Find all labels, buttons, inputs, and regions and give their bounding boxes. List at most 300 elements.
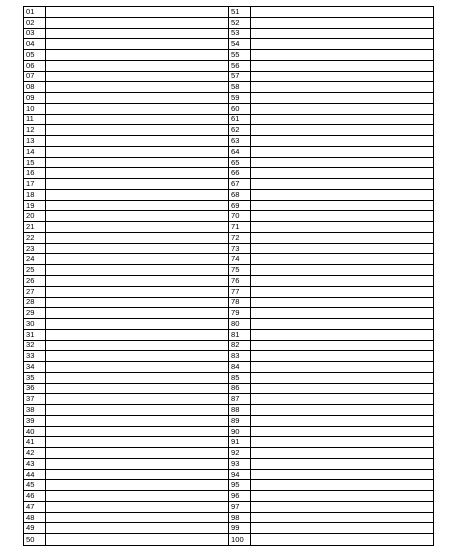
table-row bbox=[24, 427, 228, 438]
entry-cell[interactable] bbox=[46, 459, 228, 469]
row-number: 53 bbox=[229, 29, 251, 39]
entry-cell[interactable] bbox=[46, 7, 228, 17]
row-number: 21 bbox=[24, 222, 46, 232]
entry-cell[interactable] bbox=[251, 330, 433, 340]
table-row bbox=[24, 265, 228, 276]
table-row bbox=[229, 147, 433, 158]
row-number: 61 bbox=[229, 115, 251, 125]
row-number: 65 bbox=[229, 158, 251, 168]
row-number: 31 bbox=[24, 330, 46, 340]
row-number: 05 bbox=[24, 50, 46, 60]
table-row bbox=[24, 104, 228, 115]
entry-cell[interactable] bbox=[251, 104, 433, 114]
entry-cell[interactable] bbox=[46, 341, 228, 351]
table-row bbox=[24, 308, 228, 319]
table-row bbox=[24, 211, 228, 222]
table-row bbox=[24, 276, 228, 287]
entry-cell[interactable] bbox=[46, 104, 228, 114]
entry-cell[interactable] bbox=[251, 29, 433, 39]
row-number: 28 bbox=[24, 298, 46, 308]
row-number: 64 bbox=[229, 147, 251, 157]
table-row bbox=[24, 61, 228, 72]
row-number: 77 bbox=[229, 287, 251, 297]
entry-cell[interactable] bbox=[251, 394, 433, 404]
table-row bbox=[24, 437, 228, 448]
right-row-list bbox=[229, 7, 433, 545]
left-row-list bbox=[24, 7, 228, 545]
table-row bbox=[229, 491, 433, 502]
table-row bbox=[229, 405, 433, 416]
entry-cell[interactable] bbox=[251, 437, 433, 447]
row-number: 44 bbox=[24, 470, 46, 480]
row-number: 51 bbox=[229, 7, 251, 17]
entry-cell[interactable] bbox=[251, 39, 433, 49]
row-number: 68 bbox=[229, 190, 251, 200]
row-number: 42 bbox=[24, 448, 46, 458]
entry-cell[interactable] bbox=[251, 362, 433, 372]
row-number: 70 bbox=[229, 211, 251, 221]
entry-cell[interactable] bbox=[46, 115, 228, 125]
entry-cell[interactable] bbox=[46, 72, 228, 82]
entry-cell[interactable] bbox=[251, 319, 433, 329]
entry-cell[interactable] bbox=[46, 470, 228, 480]
row-number: 30 bbox=[24, 319, 46, 329]
entry-cell[interactable] bbox=[46, 211, 228, 221]
row-number: 23 bbox=[24, 244, 46, 254]
entry-cell[interactable] bbox=[46, 298, 228, 308]
entry-cell[interactable] bbox=[46, 190, 228, 200]
table-row bbox=[24, 222, 228, 233]
row-number: 58 bbox=[229, 82, 251, 92]
entry-cell[interactable] bbox=[251, 82, 433, 92]
row-number: 10 bbox=[24, 104, 46, 114]
row-number: 50 bbox=[24, 534, 46, 545]
row-number: 98 bbox=[229, 513, 251, 523]
entry-cell[interactable] bbox=[46, 147, 228, 157]
table-row bbox=[229, 168, 433, 179]
entry-cell[interactable] bbox=[251, 405, 433, 415]
entry-cell[interactable] bbox=[46, 513, 228, 523]
entry-cell[interactable] bbox=[251, 351, 433, 361]
row-number: 69 bbox=[229, 201, 251, 211]
entry-cell[interactable] bbox=[251, 168, 433, 178]
row-number: 86 bbox=[229, 384, 251, 394]
table-row bbox=[24, 416, 228, 427]
row-number: 87 bbox=[229, 394, 251, 404]
table-row bbox=[229, 287, 433, 298]
table-row bbox=[24, 39, 228, 50]
table-row bbox=[229, 115, 433, 126]
row-number: 56 bbox=[229, 61, 251, 71]
row-number: 57 bbox=[229, 72, 251, 82]
table-row bbox=[229, 136, 433, 147]
row-number: 83 bbox=[229, 351, 251, 361]
table-row bbox=[229, 61, 433, 72]
entry-cell[interactable] bbox=[46, 319, 228, 329]
table-row bbox=[24, 7, 228, 18]
entry-cell[interactable] bbox=[46, 276, 228, 286]
entry-cell[interactable] bbox=[46, 362, 228, 372]
entry-cell[interactable] bbox=[251, 222, 433, 232]
table-row bbox=[229, 523, 433, 534]
entry-cell[interactable] bbox=[46, 201, 228, 211]
entry-cell[interactable] bbox=[251, 470, 433, 480]
row-number: 34 bbox=[24, 362, 46, 372]
row-number: 75 bbox=[229, 265, 251, 275]
entry-cell[interactable] bbox=[251, 61, 433, 71]
row-number: 49 bbox=[24, 523, 46, 533]
entry-cell[interactable] bbox=[46, 168, 228, 178]
entry-cell[interactable] bbox=[46, 254, 228, 264]
table-row bbox=[229, 265, 433, 276]
table-row bbox=[229, 480, 433, 491]
row-number: 66 bbox=[229, 168, 251, 178]
table-row bbox=[229, 470, 433, 481]
table-row bbox=[229, 459, 433, 470]
entry-cell[interactable] bbox=[46, 491, 228, 501]
entry-cell[interactable] bbox=[46, 29, 228, 39]
table-row bbox=[24, 287, 228, 298]
table-row bbox=[24, 330, 228, 341]
entry-cell[interactable] bbox=[251, 341, 433, 351]
row-number: 63 bbox=[229, 136, 251, 146]
entry-cell[interactable] bbox=[46, 308, 228, 318]
entry-cell[interactable] bbox=[46, 534, 228, 545]
table-row bbox=[24, 115, 228, 126]
table-row bbox=[24, 147, 228, 158]
entry-cell[interactable] bbox=[46, 373, 228, 383]
row-number: 97 bbox=[229, 502, 251, 512]
entry-cell[interactable] bbox=[46, 416, 228, 426]
row-number: 81 bbox=[229, 330, 251, 340]
table-row bbox=[229, 72, 433, 83]
entry-cell[interactable] bbox=[251, 502, 433, 512]
row-number: 48 bbox=[24, 513, 46, 523]
table-row bbox=[229, 158, 433, 169]
entry-cell[interactable] bbox=[251, 244, 433, 254]
row-number: 99 bbox=[229, 523, 251, 533]
entry-cell[interactable] bbox=[251, 50, 433, 60]
entry-cell[interactable] bbox=[251, 523, 433, 533]
row-number: 25 bbox=[24, 265, 46, 275]
row-number: 01 bbox=[24, 7, 46, 17]
row-number: 93 bbox=[229, 459, 251, 469]
table-row bbox=[24, 254, 228, 265]
table-row bbox=[24, 190, 228, 201]
entry-cell[interactable] bbox=[46, 82, 228, 92]
table-row bbox=[24, 50, 228, 61]
table-row bbox=[229, 276, 433, 287]
table-row bbox=[229, 125, 433, 136]
entry-cell[interactable] bbox=[251, 125, 433, 135]
row-number: 88 bbox=[229, 405, 251, 415]
table-row bbox=[24, 502, 228, 513]
entry-cell[interactable] bbox=[251, 384, 433, 394]
entry-cell[interactable] bbox=[251, 115, 433, 125]
entry-cell[interactable] bbox=[251, 179, 433, 189]
table-row bbox=[24, 448, 228, 459]
entry-cell[interactable] bbox=[251, 93, 433, 103]
row-number: 04 bbox=[24, 39, 46, 49]
row-number: 40 bbox=[24, 427, 46, 437]
table-row bbox=[24, 298, 228, 309]
row-number: 36 bbox=[24, 384, 46, 394]
table-row bbox=[229, 362, 433, 373]
entry-cell[interactable] bbox=[251, 513, 433, 523]
table-row bbox=[229, 502, 433, 513]
entry-cell[interactable] bbox=[46, 244, 228, 254]
table-row bbox=[229, 179, 433, 190]
entry-cell[interactable] bbox=[46, 179, 228, 189]
table-row bbox=[229, 50, 433, 61]
entry-cell[interactable] bbox=[46, 158, 228, 168]
row-number: 84 bbox=[229, 362, 251, 372]
table-row bbox=[229, 319, 433, 330]
row-number: 95 bbox=[229, 480, 251, 490]
row-number: 90 bbox=[229, 427, 251, 437]
row-number: 80 bbox=[229, 319, 251, 329]
table-row bbox=[229, 384, 433, 395]
row-number: 26 bbox=[24, 276, 46, 286]
entry-cell[interactable] bbox=[46, 265, 228, 275]
row-number: 54 bbox=[229, 39, 251, 49]
row-number: 22 bbox=[24, 233, 46, 243]
entry-cell[interactable] bbox=[46, 18, 228, 28]
table-row bbox=[229, 29, 433, 40]
table-row bbox=[24, 18, 228, 29]
table-row bbox=[229, 351, 433, 362]
row-number: 52 bbox=[229, 18, 251, 28]
table-row bbox=[24, 362, 228, 373]
table-row bbox=[229, 211, 433, 222]
table-row bbox=[229, 104, 433, 115]
table-row bbox=[229, 93, 433, 104]
table-row bbox=[24, 244, 228, 255]
entry-cell[interactable] bbox=[251, 427, 433, 437]
entry-cell[interactable] bbox=[46, 394, 228, 404]
table-row bbox=[24, 168, 228, 179]
row-number: 20 bbox=[24, 211, 46, 221]
table-row bbox=[24, 523, 228, 534]
entry-cell[interactable] bbox=[251, 18, 433, 28]
row-number: 41 bbox=[24, 437, 46, 447]
table-row bbox=[24, 319, 228, 330]
table-row bbox=[229, 7, 433, 18]
row-number: 45 bbox=[24, 480, 46, 490]
entry-cell[interactable] bbox=[46, 427, 228, 437]
table-row bbox=[24, 201, 228, 212]
row-number: 96 bbox=[229, 491, 251, 501]
row-number: 27 bbox=[24, 287, 46, 297]
entry-cell[interactable] bbox=[251, 190, 433, 200]
row-number: 06 bbox=[24, 61, 46, 71]
entry-cell[interactable] bbox=[251, 158, 433, 168]
entry-cell[interactable] bbox=[251, 147, 433, 157]
row-number: 19 bbox=[24, 201, 46, 211]
table-row bbox=[229, 18, 433, 29]
entry-cell[interactable] bbox=[46, 61, 228, 71]
entry-cell[interactable] bbox=[251, 298, 433, 308]
row-number: 72 bbox=[229, 233, 251, 243]
table-row bbox=[229, 448, 433, 459]
row-number: 43 bbox=[24, 459, 46, 469]
entry-cell[interactable] bbox=[46, 448, 228, 458]
table-row bbox=[229, 298, 433, 309]
row-number: 15 bbox=[24, 158, 46, 168]
row-number: 91 bbox=[229, 437, 251, 447]
row-number: 78 bbox=[229, 298, 251, 308]
table-row bbox=[229, 437, 433, 448]
row-number: 92 bbox=[229, 448, 251, 458]
entry-cell[interactable] bbox=[251, 201, 433, 211]
row-number: 62 bbox=[229, 125, 251, 135]
table-row bbox=[24, 158, 228, 169]
numbered-entry-sheet bbox=[23, 6, 434, 546]
entry-cell[interactable] bbox=[46, 523, 228, 533]
entry-cell[interactable] bbox=[251, 265, 433, 275]
entry-cell[interactable] bbox=[46, 384, 228, 394]
table-row bbox=[24, 233, 228, 244]
row-number: 24 bbox=[24, 254, 46, 264]
row-number: 46 bbox=[24, 491, 46, 501]
table-row bbox=[24, 470, 228, 481]
row-number: 100 bbox=[229, 534, 251, 545]
row-number: 09 bbox=[24, 93, 46, 103]
table-row bbox=[24, 480, 228, 491]
row-number: 38 bbox=[24, 405, 46, 415]
left-column bbox=[24, 7, 229, 545]
table-row bbox=[24, 125, 228, 136]
row-number: 67 bbox=[229, 179, 251, 189]
table-row bbox=[229, 513, 433, 524]
row-number: 35 bbox=[24, 373, 46, 383]
entry-cell[interactable] bbox=[46, 50, 228, 60]
table-row bbox=[229, 244, 433, 255]
entry-cell[interactable] bbox=[251, 534, 433, 545]
table-row bbox=[24, 29, 228, 40]
table-row bbox=[24, 72, 228, 83]
entry-cell[interactable] bbox=[46, 222, 228, 232]
entry-cell[interactable] bbox=[46, 330, 228, 340]
row-number: 07 bbox=[24, 72, 46, 82]
row-number: 16 bbox=[24, 168, 46, 178]
table-row bbox=[24, 93, 228, 104]
row-number: 94 bbox=[229, 470, 251, 480]
entry-cell[interactable] bbox=[46, 233, 228, 243]
table-row bbox=[229, 416, 433, 427]
table-row bbox=[229, 82, 433, 93]
entry-cell[interactable] bbox=[46, 405, 228, 415]
row-number: 79 bbox=[229, 308, 251, 318]
table-row bbox=[24, 179, 228, 190]
row-number: 71 bbox=[229, 222, 251, 232]
row-number: 59 bbox=[229, 93, 251, 103]
row-number: 02 bbox=[24, 18, 46, 28]
entry-cell[interactable] bbox=[251, 211, 433, 221]
row-number: 85 bbox=[229, 373, 251, 383]
table-row bbox=[229, 394, 433, 405]
row-number: 39 bbox=[24, 416, 46, 426]
table-row bbox=[229, 373, 433, 384]
row-number: 74 bbox=[229, 254, 251, 264]
table-row bbox=[24, 534, 228, 545]
table-row bbox=[24, 394, 228, 405]
table-row bbox=[229, 222, 433, 233]
row-number: 73 bbox=[229, 244, 251, 254]
table-row bbox=[24, 459, 228, 470]
entry-cell[interactable] bbox=[251, 233, 433, 243]
row-number: 18 bbox=[24, 190, 46, 200]
row-number: 32 bbox=[24, 341, 46, 351]
entry-cell[interactable] bbox=[251, 7, 433, 17]
entry-cell[interactable] bbox=[251, 416, 433, 426]
entry-cell[interactable] bbox=[46, 93, 228, 103]
entry-cell[interactable] bbox=[251, 308, 433, 318]
table-row bbox=[229, 190, 433, 201]
row-number: 14 bbox=[24, 147, 46, 157]
row-number: 37 bbox=[24, 394, 46, 404]
row-number: 17 bbox=[24, 179, 46, 189]
row-number: 89 bbox=[229, 416, 251, 426]
table-row bbox=[24, 384, 228, 395]
entry-cell[interactable] bbox=[251, 136, 433, 146]
entry-cell[interactable] bbox=[46, 39, 228, 49]
table-row bbox=[24, 513, 228, 524]
entry-cell[interactable] bbox=[46, 437, 228, 447]
entry-cell[interactable] bbox=[46, 287, 228, 297]
table-row bbox=[24, 405, 228, 416]
table-row bbox=[229, 341, 433, 352]
table-row bbox=[229, 427, 433, 438]
entry-cell[interactable] bbox=[46, 502, 228, 512]
entry-cell[interactable] bbox=[251, 72, 433, 82]
row-number: 33 bbox=[24, 351, 46, 361]
entry-cell[interactable] bbox=[251, 480, 433, 490]
entry-cell[interactable] bbox=[251, 287, 433, 297]
entry-cell[interactable] bbox=[46, 351, 228, 361]
row-number: 12 bbox=[24, 125, 46, 135]
table-row bbox=[229, 534, 433, 545]
row-number: 11 bbox=[24, 115, 46, 125]
row-number: 60 bbox=[229, 104, 251, 114]
table-row bbox=[24, 341, 228, 352]
row-number: 08 bbox=[24, 82, 46, 92]
table-row bbox=[24, 82, 228, 93]
entry-cell[interactable] bbox=[251, 276, 433, 286]
entry-cell[interactable] bbox=[251, 448, 433, 458]
table-row bbox=[229, 308, 433, 319]
entry-cell[interactable] bbox=[46, 125, 228, 135]
row-number: 76 bbox=[229, 276, 251, 286]
table-row bbox=[229, 330, 433, 341]
row-number: 82 bbox=[229, 341, 251, 351]
entry-cell[interactable] bbox=[251, 254, 433, 264]
entry-cell[interactable] bbox=[251, 459, 433, 469]
table-row bbox=[24, 373, 228, 384]
entry-cell[interactable] bbox=[46, 136, 228, 146]
entry-cell[interactable] bbox=[251, 373, 433, 383]
row-number: 55 bbox=[229, 50, 251, 60]
table-row bbox=[229, 201, 433, 212]
table-row bbox=[229, 39, 433, 50]
table-row bbox=[229, 254, 433, 265]
table-row bbox=[24, 136, 228, 147]
table-row bbox=[24, 491, 228, 502]
entry-cell[interactable] bbox=[46, 480, 228, 490]
row-number: 29 bbox=[24, 308, 46, 318]
row-number: 47 bbox=[24, 502, 46, 512]
entry-cell[interactable] bbox=[251, 491, 433, 501]
